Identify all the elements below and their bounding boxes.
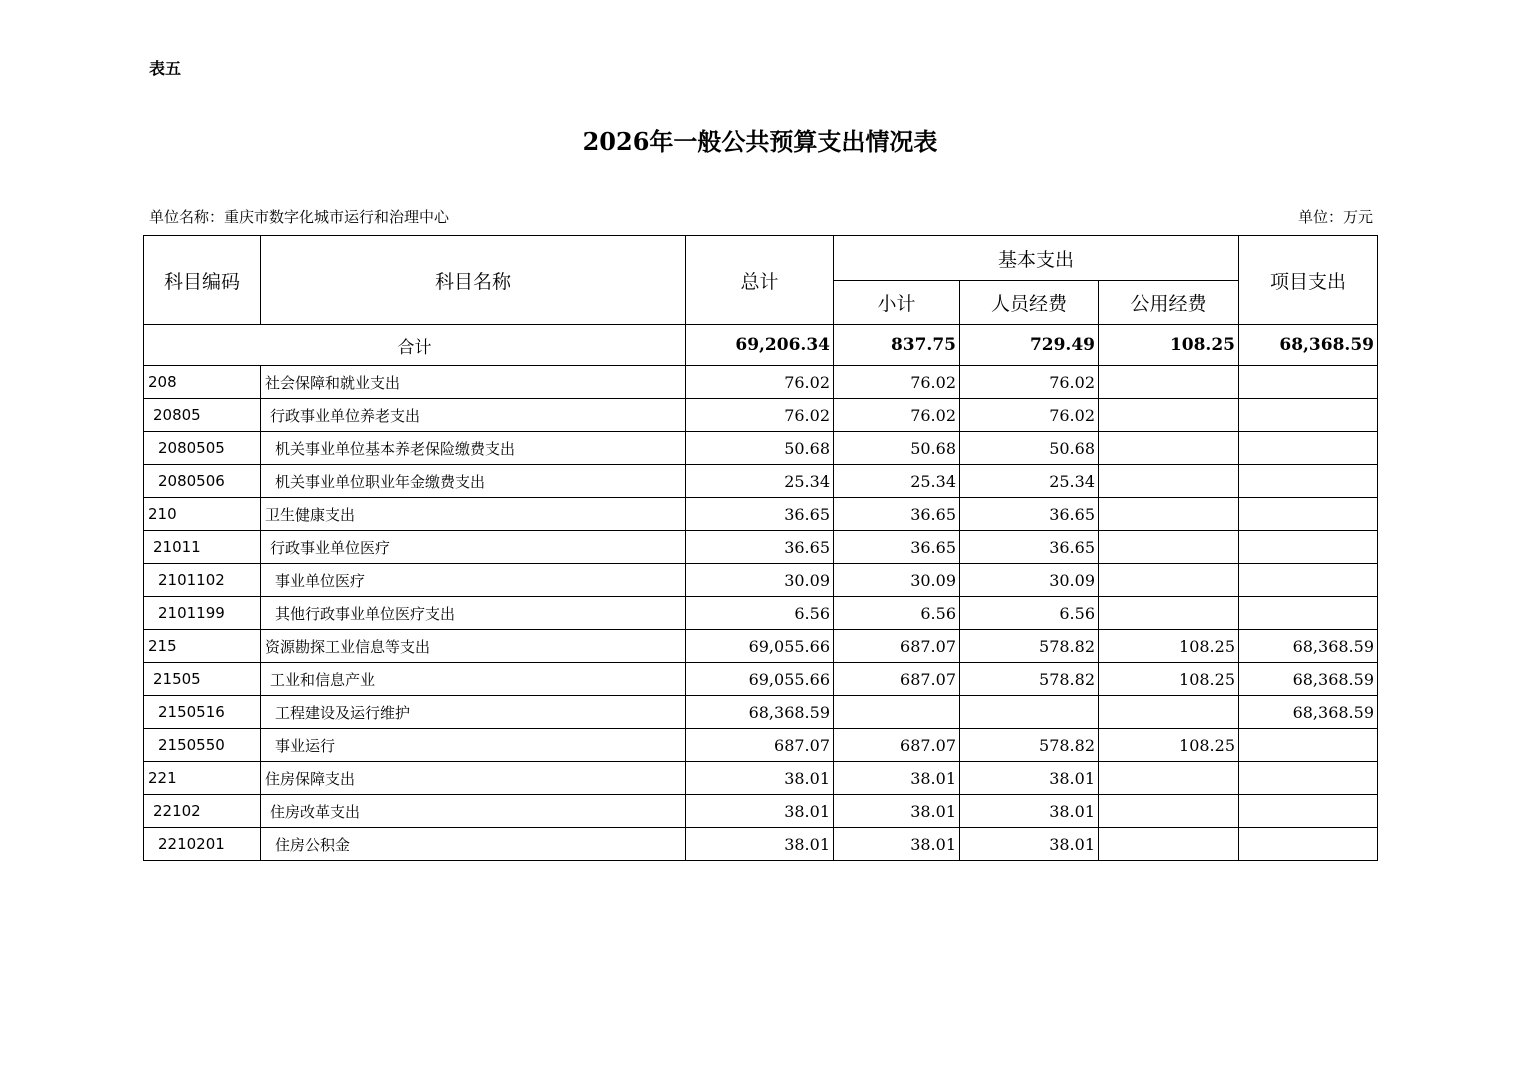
row-total: 76.02: [686, 399, 834, 432]
row-code: 208: [144, 366, 261, 399]
row-total: 76.02: [686, 366, 834, 399]
total-personnel: 729.49: [960, 325, 1099, 366]
row-name: 卫生健康支出: [261, 498, 686, 531]
row-subtotal: 76.02: [834, 399, 960, 432]
row-public: 108.25: [1099, 729, 1239, 762]
table-row: [144, 597, 1378, 630]
row-name: 行政事业单位养老支出: [261, 399, 686, 432]
row-name: 住房保障支出: [261, 762, 686, 795]
table-row: [144, 531, 1378, 564]
row-name: 事业运行: [261, 729, 686, 762]
row-project: 68,368.59: [1239, 630, 1378, 663]
row-project: [1239, 498, 1378, 531]
row-code: 21011: [144, 531, 261, 564]
row-personnel: [960, 696, 1099, 729]
row-project: [1239, 795, 1378, 828]
table-row: [144, 432, 1378, 465]
row-subtotal: 687.07: [834, 630, 960, 663]
row-personnel: 76.02: [960, 399, 1099, 432]
table-row: [144, 465, 1378, 498]
row-code: 2150516: [144, 696, 261, 729]
row-personnel: 578.82: [960, 630, 1099, 663]
row-total: 687.07: [686, 729, 834, 762]
row-public: [1099, 696, 1239, 729]
row-subtotal: 76.02: [834, 366, 960, 399]
row-code: 221: [144, 762, 261, 795]
row-public: [1099, 399, 1239, 432]
table-row: [144, 795, 1378, 828]
row-total: 38.01: [686, 762, 834, 795]
row-code: 210: [144, 498, 261, 531]
row-personnel: 38.01: [960, 762, 1099, 795]
row-total: 38.01: [686, 828, 834, 861]
row-project: [1239, 432, 1378, 465]
row-personnel: 38.01: [960, 828, 1099, 861]
col-header-code: 科目编码: [144, 236, 261, 325]
col-header-subtotal: 小计: [834, 281, 960, 325]
row-code: 22102: [144, 795, 261, 828]
row-project: 68,368.59: [1239, 696, 1378, 729]
table-row: [144, 696, 1378, 729]
row-code: 2080506: [144, 465, 261, 498]
table-row: [144, 630, 1378, 663]
table-label: 表五: [149, 59, 182, 78]
row-public: [1099, 498, 1239, 531]
row-total: 25.34: [686, 465, 834, 498]
row-personnel: 76.02: [960, 366, 1099, 399]
row-name: 住房改革支出: [261, 795, 686, 828]
row-code: 215: [144, 630, 261, 663]
row-project: [1239, 465, 1378, 498]
row-personnel: 578.82: [960, 663, 1099, 696]
col-header-public: 公用经费: [1099, 281, 1239, 325]
row-subtotal: 25.34: [834, 465, 960, 498]
table-row: [144, 663, 1378, 696]
row-project: [1239, 399, 1378, 432]
row-public: 108.25: [1099, 663, 1239, 696]
row-code: 2150550: [144, 729, 261, 762]
row-code: 2210201: [144, 828, 261, 861]
row-subtotal: [834, 696, 960, 729]
row-total: 6.56: [686, 597, 834, 630]
row-total: 68,368.59: [686, 696, 834, 729]
page-title: 2026年一般公共预算支出情况表: [582, 127, 938, 156]
col-header-project: 项目支出: [1239, 236, 1378, 325]
table-row: [144, 366, 1378, 399]
row-public: [1099, 465, 1239, 498]
row-total: 36.65: [686, 531, 834, 564]
row-name: 行政事业单位医疗: [261, 531, 686, 564]
table-row: [144, 762, 1378, 795]
row-name: 其他行政事业单位医疗支出: [261, 597, 686, 630]
row-project: [1239, 564, 1378, 597]
total-public: 108.25: [1099, 325, 1239, 366]
row-personnel: 578.82: [960, 729, 1099, 762]
row-code: 2080505: [144, 432, 261, 465]
row-name: 机关事业单位职业年金缴费支出: [261, 465, 686, 498]
row-name: 工业和信息产业: [261, 663, 686, 696]
row-name: 机关事业单位基本养老保险缴费支出: [261, 432, 686, 465]
unit-label: 单位：万元: [1297, 208, 1373, 226]
row-project: [1239, 597, 1378, 630]
row-project: [1239, 531, 1378, 564]
row-personnel: 36.65: [960, 531, 1099, 564]
row-public: [1099, 432, 1239, 465]
row-code: 21505: [144, 663, 261, 696]
row-subtotal: 38.01: [834, 762, 960, 795]
row-public: [1099, 366, 1239, 399]
col-header-name: 科目名称: [261, 236, 686, 325]
table-row: [144, 828, 1378, 861]
row-personnel: 30.09: [960, 564, 1099, 597]
row-personnel: 25.34: [960, 465, 1099, 498]
row-personnel: 50.68: [960, 432, 1099, 465]
row-name: 工程建设及运行维护: [261, 696, 686, 729]
table-row: [144, 729, 1378, 762]
total-subtotal: 837.75: [834, 325, 960, 366]
row-public: [1099, 762, 1239, 795]
row-subtotal: 38.01: [834, 795, 960, 828]
table-row: [144, 564, 1378, 597]
table-row: [144, 399, 1378, 432]
row-project: [1239, 366, 1378, 399]
unit-name: 单位名称：重庆市数字化城市运行和治理中心: [149, 208, 450, 226]
total-project: 68,368.59: [1239, 325, 1378, 366]
row-project: [1239, 729, 1378, 762]
col-header-total: 总计: [686, 236, 834, 325]
row-code: 2101199: [144, 597, 261, 630]
row-public: 108.25: [1099, 630, 1239, 663]
row-project: 68,368.59: [1239, 663, 1378, 696]
row-project: [1239, 762, 1378, 795]
col-header-basic: 基本支出: [834, 236, 1239, 281]
row-code: 20805: [144, 399, 261, 432]
row-project: [1239, 828, 1378, 861]
row-subtotal: 687.07: [834, 663, 960, 696]
row-public: [1099, 828, 1239, 861]
row-subtotal: 36.65: [834, 498, 960, 531]
total-label: 合计: [144, 325, 686, 366]
row-public: [1099, 597, 1239, 630]
row-total: 30.09: [686, 564, 834, 597]
row-subtotal: 38.01: [834, 828, 960, 861]
row-total: 69,055.66: [686, 663, 834, 696]
total-total: 69,206.34: [686, 325, 834, 366]
row-subtotal: 6.56: [834, 597, 960, 630]
row-subtotal: 50.68: [834, 432, 960, 465]
row-public: [1099, 564, 1239, 597]
row-subtotal: 687.07: [834, 729, 960, 762]
row-public: [1099, 531, 1239, 564]
row-name: 社会保障和就业支出: [261, 366, 686, 399]
row-total: 38.01: [686, 795, 834, 828]
total-row: [144, 325, 1378, 366]
row-name: 事业单位医疗: [261, 564, 686, 597]
row-total: 50.68: [686, 432, 834, 465]
row-subtotal: 36.65: [834, 531, 960, 564]
row-public: [1099, 795, 1239, 828]
row-name: 住房公积金: [261, 828, 686, 861]
row-code: 2101102: [144, 564, 261, 597]
row-personnel: 36.65: [960, 498, 1099, 531]
row-total: 36.65: [686, 498, 834, 531]
col-header-personnel: 人员经费: [960, 281, 1099, 325]
row-personnel: 6.56: [960, 597, 1099, 630]
table-row: [144, 498, 1378, 531]
row-subtotal: 30.09: [834, 564, 960, 597]
header-row-1: [144, 236, 1378, 281]
row-personnel: 38.01: [960, 795, 1099, 828]
row-total: 69,055.66: [686, 630, 834, 663]
row-name: 资源勘探工业信息等支出: [261, 630, 686, 663]
budget-table: [143, 235, 1378, 861]
